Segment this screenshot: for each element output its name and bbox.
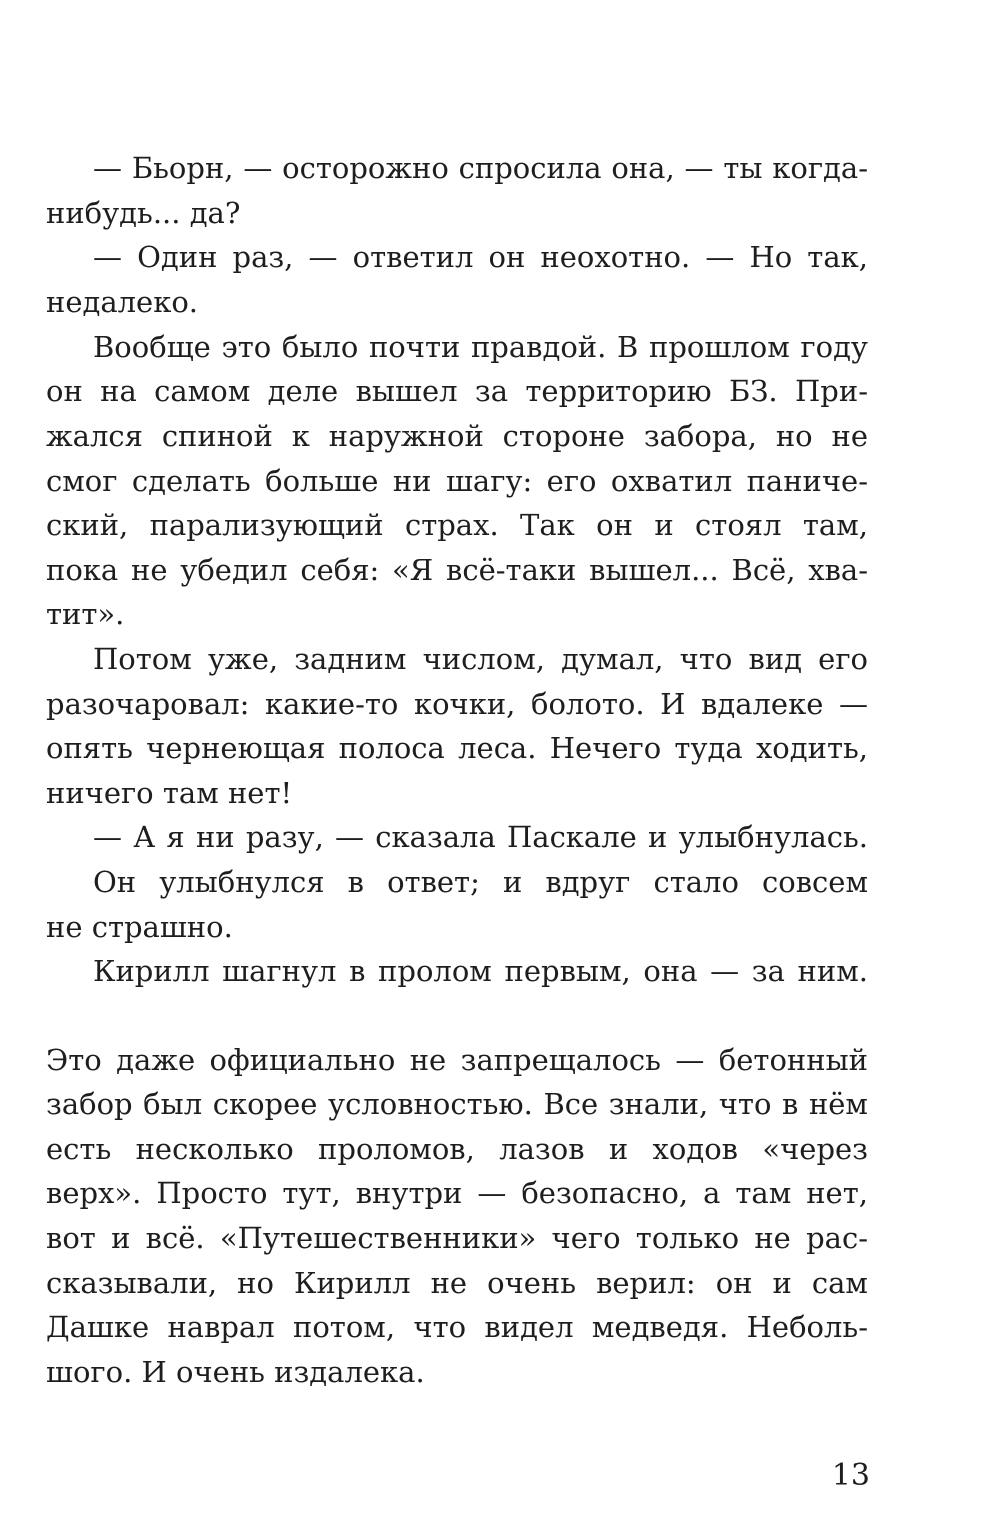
text-line: жался спиной к наружной стороне забора, но не (46, 419, 868, 453)
page-number: 13 (831, 1458, 870, 1493)
text-line: забор был скорее условностью. Все знали, что в нём (46, 1087, 868, 1121)
text-line: есть несколько проломов, лазов и ходов «через (46, 1132, 868, 1166)
text-line: Это даже официально не запрещалось — бетонный (46, 1043, 868, 1077)
text-line: он на самом деле вышел за территорию БЗ. При- (46, 374, 868, 408)
text-line: недалеко. (46, 285, 199, 319)
text-line: — Один раз, — ответил он неохотно. — Но так, (93, 240, 868, 274)
text-line: Потом уже, задним числом, думал, что вид его (93, 642, 868, 676)
text-line: ничего там нет! (46, 776, 293, 810)
text-line: тит». (46, 597, 125, 631)
text-line: вот и всё. «Путешественники» чего только не рас- (46, 1221, 868, 1255)
text-line: верх». Просто тут, внутри — безопасно, а там нет, (46, 1176, 868, 1210)
text-line: разочаровал: какие-то кочки, болото. И вдалеке — (46, 687, 868, 721)
text-line: Дашке наврал потом, что видел медведя. Неболь- (46, 1310, 868, 1344)
text-line: Он улыбнулся в ответ; и вдруг стало совсем (93, 865, 868, 899)
text-line: смог сделать больше ни шагу: его охватил паниче- (46, 464, 868, 498)
text-line: Вообще это было почти правдой. В прошлом году (93, 330, 868, 364)
text-line: Кирилл шагнул в пролом первым, она — за ним. (93, 954, 868, 988)
text-line: не страшно. (46, 910, 233, 944)
text-line: нибудь... да? (46, 196, 241, 230)
text-line: — А я ни разу, — сказала Паскале и улыбнулась. (93, 820, 868, 854)
text-line: шого. И очень издалека. (46, 1355, 425, 1389)
text-line: сказывали, но Кирилл не очень верил: он и сам (46, 1266, 868, 1300)
text-line: пока не убедил себя: «Я всё-таки вышел... Всё, хва- (46, 553, 868, 587)
text-line: — Бьорн, — осторожно спросила она, — ты когда- (93, 151, 868, 185)
text-line: опять чернеющая полоса леса. Нечего туда ходить, (46, 731, 868, 765)
text-line: ский, парализующий страх. Так он и стоял там, (46, 508, 868, 542)
